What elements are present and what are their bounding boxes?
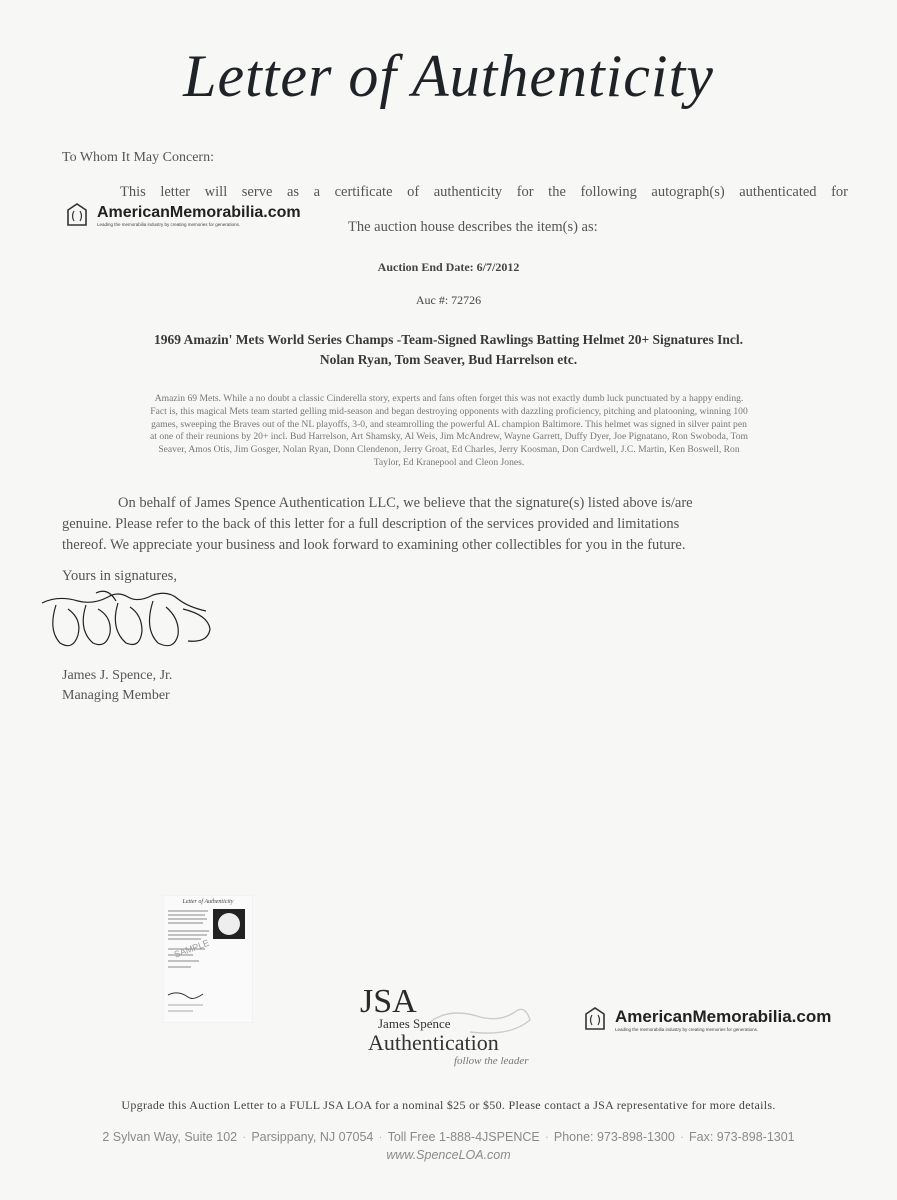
jsa-logo	[350, 982, 560, 1077]
signatory-name: James J. Spence, Jr.	[62, 668, 173, 683]
signatory-position: Managing Member	[62, 688, 170, 703]
salutation: To Whom It May Concern:	[62, 150, 214, 165]
brand-tagline: Leading the memorabilia industry by creating memories for generations.	[97, 221, 241, 227]
description-line: Seaver, Amos Otis, Jim Gosger, Nolan Ryan, Donn Clendenon, Jerry Groat, Ed Charles, Jerry Koosman, Don Cardwell, J.C. Martin, Ken Boswell, Ron	[158, 444, 740, 456]
jsa-james-spence: James Spence	[378, 1016, 451, 1031]
contact-address: 2 Sylvan Way, Suite 102 · Parsippany, NJ 07054 · Toll Free 1-888-4JSPENCE · Phone: 973-898-1300 · Fax: 973-898-1301	[102, 1130, 795, 1144]
brand-name: AmericanMemorabilia.com	[615, 1006, 832, 1026]
jsa-slogan: follow the leader	[454, 1055, 529, 1067]
item-title	[0, 330, 897, 370]
jsa-mark: JSA	[360, 983, 417, 1020]
auction-end-date: Auction End Date: 6/7/2012	[377, 260, 520, 274]
website-link[interactable]: www.SpenceLOA.com	[386, 1148, 511, 1162]
sample-letter-thumbnail	[163, 895, 253, 1023]
item-title-line: Nolan Ryan, Tom Seaver, Bud Harrelson etc.	[319, 352, 578, 367]
signatory-block	[62, 666, 172, 706]
behalf-line: On behalf of James Spence Authentication LLC, we believe that the signature(s) listed above is/are	[118, 495, 693, 511]
auction-house-logo	[63, 201, 301, 229]
baseball-tag-icon	[63, 201, 91, 229]
auction-number: Auc #: 72726	[415, 293, 482, 307]
closing: Yours in signatures,	[62, 568, 177, 584]
sample-stamp: SAMPLE	[172, 937, 211, 960]
description-line: at one of their reunions by 20+ incl. Bud Harrelson, Art Shamsky, Al Weis, Jim McAndrew, Wayne Garrett, Duffy Dyer, Joe Pignatano, Ron Swoboda, Tom	[150, 431, 748, 443]
behalf-paragraph	[62, 493, 806, 556]
item-title-line: 1969 Amazin' Mets World Series Champs -Team-Signed Rawlings Batting Helmet 20+ Signatures Incl.	[153, 332, 744, 347]
baseball-tag-icon	[581, 1005, 609, 1033]
intro-line-1: This letter will serve as a certificate of authenticity for the following autograph(s) authenticated for	[120, 184, 848, 200]
behalf-line: genuine. Please refer to the back of this letter for a full description of the services provided and limitations	[62, 516, 680, 532]
phone-number: Phone: 973-898-1300	[553, 1130, 675, 1144]
thumbnail-title: Letter of Authenticity	[182, 899, 234, 905]
fax-number: Fax: 973-898-1301	[689, 1130, 795, 1144]
upgrade-notice: Upgrade this Auction Letter to a FULL JSA LOA for a nominal $25 or $50. Please contact a JSA representative for more details.	[121, 1098, 776, 1112]
auction-house-logo-footer	[581, 1005, 831, 1033]
signature	[38, 585, 214, 655]
description-line: Fact is, this magical Mets team started gelling mid-season and began destroying opponents with dazzling proficiency, pitching and platooning, winning 100	[150, 405, 748, 417]
item-description	[62, 393, 836, 470]
description-line: Taylor, Ed Kranepool and Cleon Jones.	[373, 456, 525, 468]
jsa-authentication: Authentication	[368, 1030, 499, 1055]
behalf-line: thereof. We appreciate your business and look forward to examining other collectibles for you in the future.	[62, 537, 686, 553]
street-address: 2 Sylvan Way, Suite 102	[102, 1130, 238, 1144]
description-line: Amazin 69 Mets. While a no doubt a classic Cinderella story, experts and fans often forget this was not exactly dumb luck punctuated by a happy ending.	[154, 393, 744, 404]
description-line: games, sweeping the Braves out of the NL playoffs, 3-0, and steamrolling the powerful AL champion Baltimore. This helmet was signed in silver paint pen	[151, 418, 747, 430]
toll-free: Toll Free 1-888-4JSPENCE	[387, 1130, 540, 1144]
city-address: Parsippany, NJ 07054	[251, 1130, 374, 1144]
brand-name: AmericanMemorabilia.com	[97, 203, 301, 221]
brand-tagline: Leading the memorabilia industry by creating memories for generations.	[615, 1026, 759, 1032]
letter-title: Letter of Authenticity	[183, 43, 714, 109]
intro-line-2: The auction house describes the item(s) as:	[348, 219, 598, 235]
